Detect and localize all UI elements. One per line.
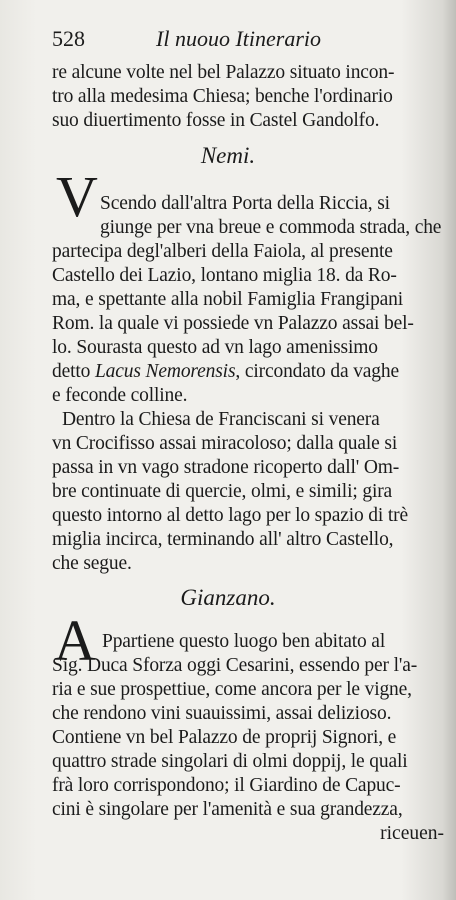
text-line: passa in vn vago stradone ricoperto dall' Om- [52,457,400,478]
text-line: bre continuate di quercie, olmi, e simili; gira [52,481,393,502]
text-line: Scendo dall'altra Porta della Riccia, si [100,193,390,214]
page-header [52,26,444,56]
text-line: che rendono vini suauissimi, assai delizioso. [52,703,392,724]
text-line: cini è singolare per l'amenità e sua grandezza, [52,799,403,820]
text-fragment: , circondato da vaghe [235,361,400,382]
drop-cap: V [56,164,98,229]
text-line: Castello dei Lazio, lontano miglia 18. da Ro- [52,265,397,286]
text-line: quattro strade singolari di olmi doppij, le quali [52,751,408,772]
catchword: riceuen- [380,823,444,844]
latin-name: Lacus Nemorensis [94,361,236,382]
text-line: tro alla medesima Chiesa; benche l'ordinario [52,86,393,107]
text-line: lo. Sourasta questo ad vn lago amenissimo [52,337,378,358]
text-line: e feconde colline. [52,385,188,406]
text-line: giunge per vna breue e commoda strada, che [100,217,442,238]
text-fragment: detto [52,361,95,382]
text-line: Dentro la Chiesa de Franciscani si venera [62,409,380,430]
text-line: vn Crocifisso assai miracoloso; dalla quale si [52,433,398,454]
drop-cap: A [54,608,96,673]
text-line: re alcune volte nel bel Palazzo situato incon- [52,62,395,83]
text-line: partecipa degl'alberi della Faiola, al presente [52,241,393,262]
text-line: ma, e spettante alla nobil Famiglia Frangipani [52,289,404,310]
text-line [52,360,444,384]
section-heading-gianzano: Gianzano. [180,585,276,610]
section-heading-nemi: Nemi. [200,143,256,168]
text-line: questo intorno al detto lago per lo spazio di trè [52,505,409,526]
text-line: che segue. [52,553,132,574]
text-line: ria e sue prospettiue, come ancora per le vigne, [52,679,412,700]
text-line: suo diuertimento fosse in Castel Gandolfo. [52,110,380,131]
text-line: frà loro corrispondono; il Giardino de Capuc- [52,775,401,796]
text-line: Sig. Duca Sforza oggi Cesarini, essendo per l'a- [52,655,418,676]
text-line: Rom. la quale vi possiede vn Palazzo assai bel- [52,313,414,334]
running-title: Il nuouo Itinerario [156,26,321,51]
page-number: 528 [52,26,85,51]
text-line: Contiene vn bel Palazzo de proprij Signori, e [52,727,397,748]
text-line: Ppartiene questo luogo ben abitato al [102,631,386,652]
text-line: miglia incirca, terminando all' altro Castello, [52,529,394,550]
